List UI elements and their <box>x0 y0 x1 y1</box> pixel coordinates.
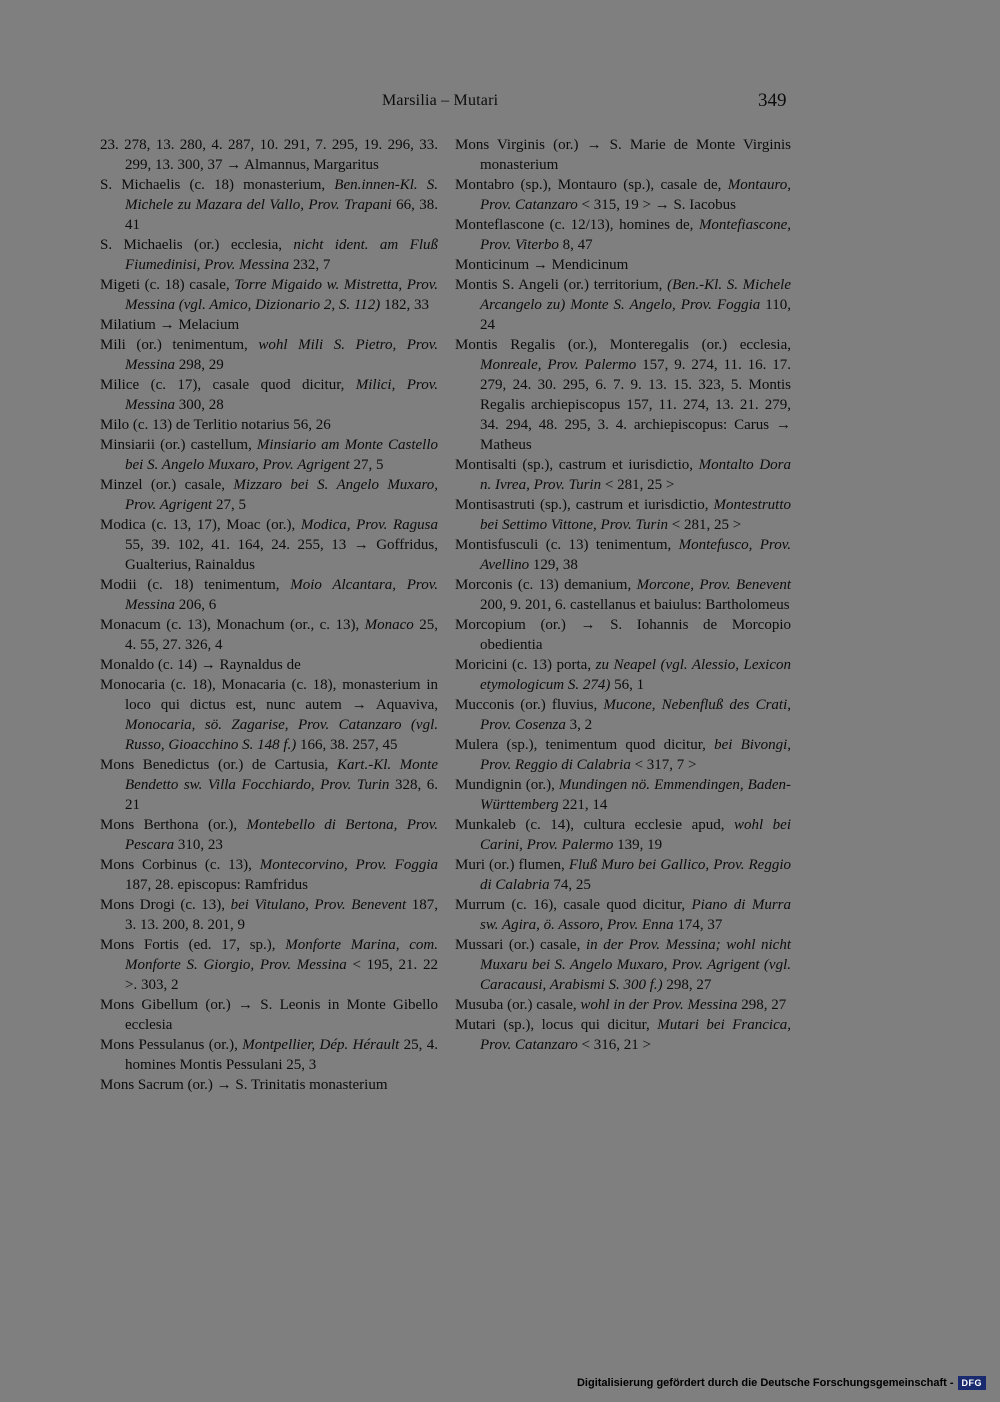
entry-text: 298, 29 <box>175 357 224 373</box>
entry-text: 25, 4. 55, 27. 326, 4 <box>125 617 438 653</box>
entry-italic-text: bei Vitulano, Prov. Benevent <box>230 897 407 913</box>
entry-text: < 316, 21 > <box>577 1037 651 1053</box>
entry-text: 3, 2 <box>565 717 593 733</box>
entry-text: Migeti (c. 18) casale, <box>100 277 235 293</box>
entry-italic-text: Mundingen nö. Emmendingen, Baden-Württemberg <box>480 777 791 813</box>
entry-text: Munkaleb (c. 14), cultura ecclesie apud, <box>455 817 734 833</box>
footer-text: Digitalisierung gefördert durch die Deutsche Forschungsgemeinschaft - <box>576 1377 954 1389</box>
index-entry <box>455 615 791 655</box>
entry-text: Muri (or.) flumen, <box>455 857 569 873</box>
entry-text: Morcopium (or.) → S. Iohannis de Morcopio obedientia <box>455 617 791 653</box>
index-entry <box>100 575 438 615</box>
entry-text: 300, 28 <box>175 397 224 413</box>
entry-text: Minsiarii (or.) castellum, <box>100 437 257 453</box>
entry-italic-text: nicht ident. am Fluß Fiumedinisi, Prov. Messina <box>125 237 438 273</box>
entry-italic-text: wohl in der Prov. Messina <box>580 997 738 1013</box>
index-entry <box>455 575 791 615</box>
entry-italic-text: Montalto Dora n. Ivrea, Prov. Turin <box>480 457 791 493</box>
index-entry <box>100 995 438 1035</box>
footer <box>577 1376 986 1390</box>
entry-italic-text: Mizzaro bei S. Angelo Muxaro, Prov. Agrigent <box>125 477 438 513</box>
index-entry <box>100 175 438 235</box>
index-entry <box>455 135 791 175</box>
index-entry <box>100 655 438 675</box>
entry-text: < 317, 7 > <box>630 757 697 773</box>
entry-text: 139, 19 <box>613 837 663 853</box>
entry-italic-text: wohl Mili S. Pietro, Prov. Messina <box>125 337 439 373</box>
entry-text: 328, 6. 21 <box>125 777 438 813</box>
dfg-logo-icon: DFG <box>958 1376 987 1390</box>
entry-text: 157, 9. 274, 11. 16. 17. 279, 24. 30. 295, 6. 7. 9. 13. 15. 323, 5. Montis Regalis archiepiscopus 157, 11. 274, 13. 21. 279, 34. 294, 48. 295, 3. 4. archiepiscopus: Carus → Matheus <box>480 357 792 453</box>
entry-italic-text: Mutari bei Francica, Prov. Catanzaro <box>480 1017 791 1053</box>
entry-text: Milo (c. 13) de Terlitio notarius 56, 26 <box>100 417 331 433</box>
entry-italic-text: zu Neapel (vgl. Alessio, Lexicon etymologicum S. 274) <box>480 657 791 693</box>
index-entry <box>100 895 438 935</box>
running-head: Marsilia – Mutari <box>382 92 499 109</box>
entry-text: Montisfusculi (c. 13) tenimentum, <box>455 537 679 553</box>
entry-italic-text: Milici, Prov. Messina <box>125 377 438 413</box>
index-entry <box>455 895 791 935</box>
entry-text: 8, 47 <box>558 237 593 253</box>
left-column <box>100 135 438 1095</box>
entry-text: 187, 3. 13. 200, 8. 201, 9 <box>125 897 439 933</box>
entry-text: 206, 6 <box>175 597 217 613</box>
entry-text: 200, 9. 201, 6. castellanus et baiulus: Bartholomeus <box>480 597 790 613</box>
entry-text: Mons Sacrum (or.) → S. Trinitatis monasterium <box>100 1077 388 1093</box>
entry-text: 23. 278, 13. 280, 4. 287, 10. 291, 7. 295, 19. 296, 33. 299, 13. 300, 37 → Almannus, Margaritus <box>100 137 438 173</box>
entry-text: 129, 38 <box>529 557 578 573</box>
index-entry <box>455 995 791 1015</box>
entry-text: 74, 25 <box>549 877 591 893</box>
entry-italic-text: Morcone, Prov. Benevent <box>636 577 791 593</box>
entry-text: 310, 23 <box>174 837 223 853</box>
entry-italic-text: Mucone, Nebenfluß des Crati, Prov. Cosenza <box>480 697 791 733</box>
index-entry <box>455 215 791 255</box>
entry-text: 298, 27 <box>737 997 787 1013</box>
entry-text: Mons Gibellum (or.) → S. Leonis in Monte Gibello ecclesia <box>100 997 438 1033</box>
right-column <box>455 135 791 1055</box>
entry-text: < 281, 25 > <box>668 517 742 533</box>
entry-text: Mundignin (or.), <box>455 777 559 793</box>
index-entry <box>100 755 438 815</box>
index-entry <box>455 1015 791 1055</box>
index-entry <box>455 935 791 995</box>
index-entry <box>100 1075 438 1095</box>
entry-text: Mons Pessulanus (or.), <box>100 1037 243 1053</box>
index-entry <box>100 375 438 415</box>
entry-italic-text: Monforte Marina, com. Monforte S. Giorgio, Prov. Messina <box>125 937 438 973</box>
index-entry <box>455 275 791 335</box>
entry-italic-text: in der Prov. Messina; wohl nicht Muxaru bei S. Angelo Muxaro, Prov. Agrigent (vgl. Caracausi, Arabismi S. 300 f.) <box>480 937 791 993</box>
entry-text: Mutari (sp.), locus qui dicitur, <box>455 1017 658 1033</box>
index-entry <box>100 435 438 475</box>
index-entry <box>455 255 791 275</box>
entry-italic-text: Montefiascone, Prov. Viterbo <box>480 217 791 253</box>
index-entry <box>455 735 791 775</box>
index-entry <box>100 675 438 755</box>
index-entry <box>100 415 438 435</box>
entry-text: Murrum (c. 16), casale quod dicitur, <box>455 897 692 913</box>
entry-text: Musuba (or.) casale, <box>455 997 581 1013</box>
index-entry <box>455 455 791 495</box>
entry-text: Monacum (c. 13), Monachum (or., c. 13), <box>100 617 365 633</box>
entry-text: 182, 33 <box>380 297 430 313</box>
entry-text: Moricini (c. 13) porta, <box>455 657 596 673</box>
entry-text: Modii (c. 18) tenimentum, <box>100 577 291 593</box>
entry-text: Monocaria (c. 18), Monacaria (c. 18), monasterium in loco qui dictus est, nunc autem → Aquaviva, <box>100 677 438 713</box>
entry-italic-text: wohl bei Carini, Prov. Palermo <box>480 817 791 853</box>
entry-italic-text: Piano di Murra sw. Agira, ö. Assoro, Prov. Enna <box>480 897 791 933</box>
index-entry <box>100 335 438 375</box>
index-entry <box>100 235 438 275</box>
entry-text: 56, 1 <box>610 677 645 693</box>
entry-text: Milatium → Melacium <box>100 317 240 333</box>
index-entry <box>100 855 438 895</box>
entry-text: S. Michaelis (c. 18) monasterium, <box>100 177 335 193</box>
entry-text: Milice (c. 17), casale quod dicitur, <box>100 377 356 393</box>
entry-text: Montis S. Angeli (or.) territorium, <box>455 277 668 293</box>
entry-text: 110, 24 <box>480 297 791 333</box>
entry-text: Montabro (sp.), Montauro (sp.), casale de, <box>455 177 728 193</box>
entry-text: Monticinum → Mendicinum <box>455 257 629 273</box>
index-entry <box>100 615 438 655</box>
entry-text: 221, 14 <box>558 797 608 813</box>
entry-text: < 281, 25 > <box>601 477 675 493</box>
entry-text: Montis Regalis (or.), Monteregalis (or.) ecclesia, <box>455 337 791 353</box>
index-entry <box>100 275 438 315</box>
entry-text: < 315, 19 > → S. Iacobus <box>577 197 736 213</box>
entry-text: 232, 7 <box>289 257 331 273</box>
page-number: 349 <box>758 90 787 111</box>
entry-text: Mons Fortis (ed. 17, sp.), <box>100 937 286 953</box>
index-entry <box>455 775 791 815</box>
entry-italic-text: Montauro, Prov. Catanzaro <box>480 177 791 213</box>
entry-text: 27, 5 <box>349 457 384 473</box>
index-entry <box>100 315 438 335</box>
entry-text: Mons Benedictus (or.) de Cartusia, <box>100 757 337 773</box>
index-entry <box>100 135 438 175</box>
entry-italic-text: Montefusco, Prov. Avellino <box>480 537 791 573</box>
entry-text: Mons Berthona (or.), <box>100 817 247 833</box>
entry-italic-text: Montebello di Bertona, Prov. Pescara <box>125 817 438 853</box>
entry-text: 55, 39. 102, 41. 164, 24. 255, 13 → Goffridus, Gualterius, Rainaldus <box>125 537 438 573</box>
index-entry <box>455 655 791 695</box>
entry-text: 66, 38. 41 <box>125 197 439 233</box>
entry-italic-text: bei Bivongi, Prov. Reggio di Calabria <box>480 737 792 773</box>
entry-italic-text: Modica, Prov. Ragusa <box>300 517 439 533</box>
entry-text: 187, 28. episcopus: Ramfridus <box>125 877 308 893</box>
index-entry <box>455 535 791 575</box>
entry-text: < 195, 21. 22 >. 303, 2 <box>125 957 438 993</box>
entry-text: Mussari (or.) casale, <box>455 937 586 953</box>
index-entry <box>100 935 438 995</box>
entry-text: Mili (or.) tenimentum, <box>100 337 259 353</box>
entry-text: Mons Virginis (or.) → S. Marie de Monte Virginis monasterium <box>455 137 791 173</box>
entry-italic-text: (Ben.-Kl. S. Michele Arcangelo zu) Monte S. Angelo, Prov. Foggia <box>480 277 791 313</box>
entry-text: Monteflascone (c. 12/13), homines de, <box>455 217 699 233</box>
entry-text: Mulera (sp.), tenimentum quod dicitur, <box>455 737 715 753</box>
entry-text: Monaldo (c. 14) → Raynaldus de <box>100 657 301 673</box>
index-entry <box>455 855 791 895</box>
entry-italic-text: Montpellier, Dép. Hérault <box>242 1037 400 1053</box>
entry-text: S. Michaelis (or.) ecclesia, <box>100 237 294 253</box>
entry-text: Mons Drogi (c. 13), <box>100 897 231 913</box>
entry-italic-text: Kart.-Kl. Monte Bendetto sw. Villa Focchiardo, Prov. Turin <box>125 757 438 793</box>
entry-text: Morconis (c. 13) demanium, <box>455 577 637 593</box>
entry-text: 27, 5 <box>212 497 246 513</box>
entry-italic-text: Monreale, Prov. Palermo <box>480 357 637 373</box>
entry-italic-text: Monaco <box>364 617 414 633</box>
entry-text: Mucconis (or.) fluvius, <box>455 697 604 713</box>
entry-italic-text: Montecorvino, Prov. Foggia <box>259 857 438 873</box>
entry-text: 166, 38. 257, 45 <box>296 737 398 753</box>
entry-text: Montisastruti (sp.), castrum et iurisdictio, <box>455 497 714 513</box>
index-entry <box>455 335 791 455</box>
index-entry <box>100 475 438 515</box>
entry-text: Minzel (or.) casale, <box>100 477 234 493</box>
index-entry <box>100 1035 438 1075</box>
entry-text: 174, 37 <box>673 917 723 933</box>
entry-text: 298, 27 <box>662 977 712 993</box>
index-entry <box>100 515 438 575</box>
entry-italic-text: Monocaria, sö. Zagarise, Prov. Catanzaro (vgl. Russo, Gioacchino S. 148 f.) <box>125 717 438 753</box>
entry-text: Mons Corbinus (c. 13), <box>100 857 260 873</box>
index-entry <box>455 695 791 735</box>
index-entry <box>455 175 791 215</box>
entry-italic-text: Torre Migaido w. Mistretta, Prov. Messina (vgl. Amico, Dizionario 2, S. 112) <box>125 277 438 313</box>
entry-text: Montisalti (sp.), castrum et iurisdictio, <box>455 457 699 473</box>
entry-italic-text: Minsiario am Monte Castello bei S. Angelo Muxaro, Prov. Agrigent <box>125 437 438 473</box>
index-entry <box>455 495 791 535</box>
entry-text: 25, 4. homines Montis Pessulani 25, 3 <box>125 1037 438 1073</box>
entry-italic-text: Montestrutto bei Settimo Vittone, Prov. Turin <box>480 497 791 533</box>
entry-italic-text: Moio Alcantara, Prov. Messina <box>125 577 438 613</box>
index-entry <box>455 815 791 855</box>
entry-text: Modica (c. 13, 17), Moac (or.), <box>100 517 301 533</box>
entry-italic-text: Fluß Muro bei Gallico, Prov. Reggio di Calabria <box>480 857 791 893</box>
entry-italic-text: Ben.innen-Kl. S. Michele zu Mazara del Vallo, Prov. Trapani <box>125 177 438 213</box>
index-entry <box>100 815 438 855</box>
